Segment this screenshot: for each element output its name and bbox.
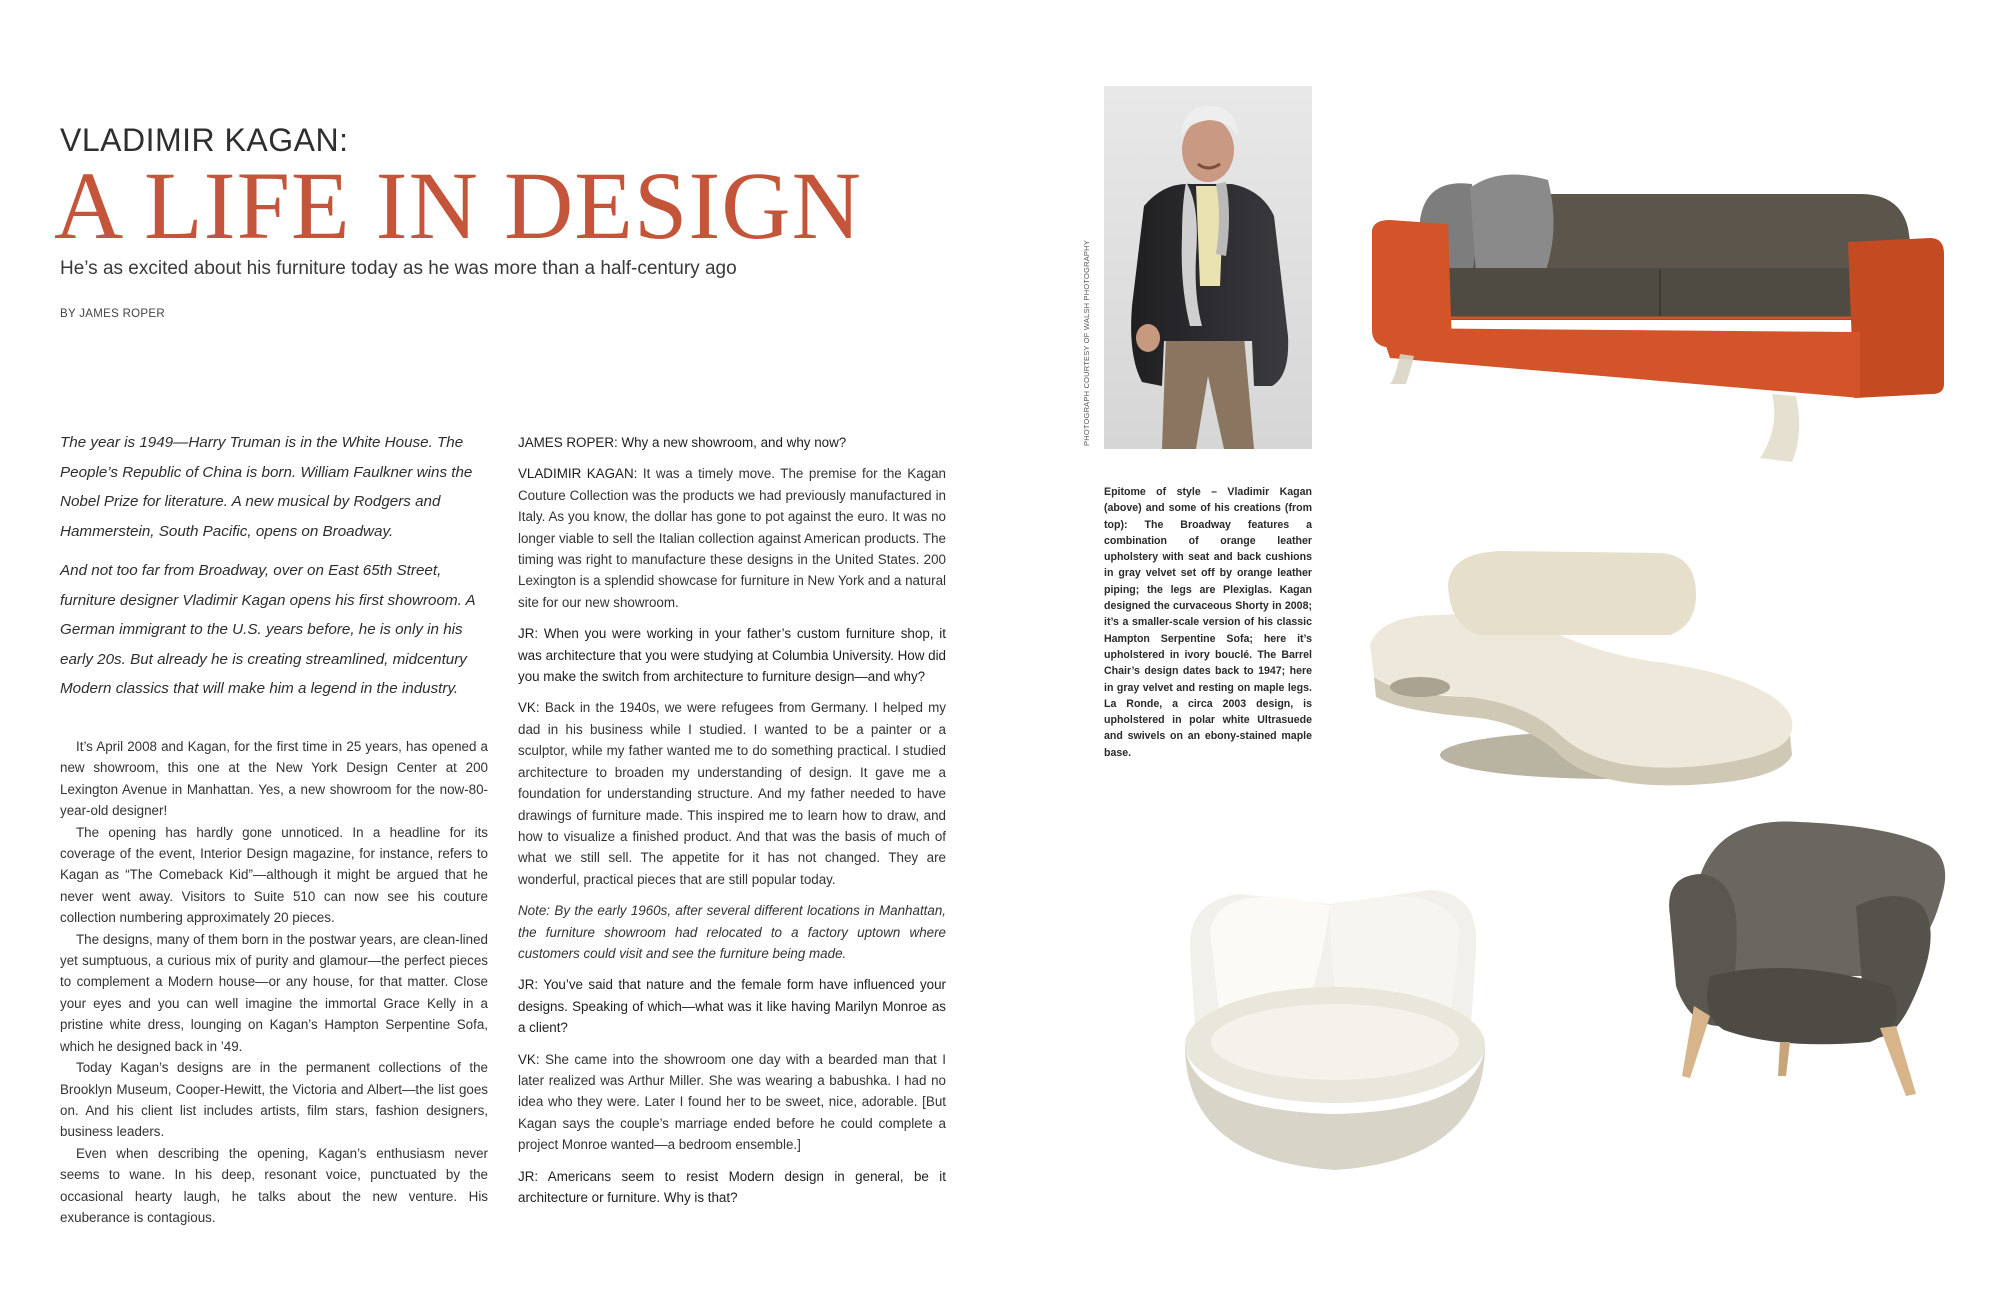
intro-paragraph: And not too far from Broadway, over on East 65th Street, furniture designer Vladimir Kagan opens his first showroom. A German immigrant to the U.S. years before, he is only in his early 20s. But already he is creating streamlined, midcentury Modern classics that will make him a legend in the industry. [60, 562, 476, 697]
article-title: A LIFE IN DESIGN [54, 152, 862, 259]
la-ronde-chair [1180, 870, 1490, 1190]
body-paragraph: Even when describing the opening, Kagan’s enthusiasm never seems to wane. In his deep, resonant voice, punctuated by the occasional hearty laugh, he talks about the new venture. His exuberance is contagious. [60, 1145, 488, 1225]
shorty-sofa [1360, 545, 1810, 795]
interview-question: JR: You’ve said that nature and the female form have influenced your designs. Speaking of which—what was it like having Marilyn Monroe as a client? [518, 977, 946, 1036]
portrait-figure [1104, 86, 1312, 449]
body-column-1 [60, 736, 488, 1228]
broadway-sofa [1360, 158, 1950, 478]
editor-note: Note: By the early 1960s, after several different locations in Manhattan, the furniture showroom had relocated to a factory uptown where customers could visit and see the furniture being made. [518, 903, 946, 961]
barrel-chair [1660, 806, 1960, 1106]
interview-question: JR: Americans seem to resist Modern design in general, be it architecture or furniture. Why is that? [518, 1168, 946, 1205]
body-paragraph: Today Kagan’s designs are in the permanent collections of the Brooklyn Museum, Cooper-Hewitt, the Victoria and Albert—the list goes on. And his client list includes artists, film stars, fashion designers, business leaders. [60, 1060, 488, 1140]
article-kicker: VLADIMIR KAGAN: [60, 122, 349, 158]
interview-answer: VK: Back in the 1940s, we were refugees from Germany. I helped my dad in his business while I studied. I wanted to be a painter or a sculptor, while my father wanted me to do something practical. I studied architecture to broaden my understanding of design. It gave me a foundation for understanding structure. And my father needed to have drawings of furniture made. This inspired me to learn how to draw, and how to visualize a finished product. And that was the basis of much of what we still sell. The appetite for it has not changed. They are wonderful, practical pieces that are still popular today. [518, 700, 946, 887]
photo-caption: Epitome of style – Vladimir Kagan (above) and some of his creations (from top): The Broadway features a combination of orange leather upholstery with seat and back cushions in gray velvet set off by orange leather piping; the legs are Plexiglas. Kagan designed the curvaceous Shorty in 2008; it’s a smaller-scale version of his classic Hampton Serpentine Sofa; here it’s upholstered in ivory bouclé. The Barrel Chair’s design dates back to 1947; here in gray velvet and resting on maple legs. La Ronde, a circa 2003 design, is upholstered in polar white Ultrasuede and swivels on an ebony-stained maple base. [1104, 486, 1312, 759]
interview-question: JAMES ROPER: Why a new showroom, and why now? [518, 435, 847, 450]
intro-paragraph: The year is 1949—Harry Truman is in the White House. The People’s Republic of China is born. William Faulkner wins the Nobel Prize for literature. A new musical by Rodgers and Hammerstein, South Pacific, opens on Broadway. [60, 434, 473, 540]
body-paragraph: It’s April 2008 and Kagan, for the first time in 25 years, has opened a new showroom, this one at the New York Design Center at 200 Lexington Avenue in Manhattan. Yes, a new showroom for the now-80-year-old designer! [60, 739, 488, 819]
body-paragraph: The opening has hardly gone unnoticed. In a headline for its coverage of the event, Interior Design magazine, for instance, refers to Kagan as “The Comeback Kid”—although it might be argued that he never went away. Visitors to Suite 510 can now see his couture collection numbering approximately 20 pieces. [60, 824, 488, 926]
body-paragraph: The designs, many of them born in the postwar years, are clean-lined yet sumptuous, a curious mix of purity and glamour—the perfect pieces to complement a Modern house—or any house, for that matter. Close your eyes and you can well imagine the immortal Grace Kelly in a pristine white dress, lounging on Kagan’s Hampton Serpentine Sofa, which he designed back in ’49. [60, 931, 488, 1054]
portrait-photo [1104, 86, 1312, 449]
article-deck: He’s as excited about his furniture today as he was more than a half-century ago [60, 258, 737, 279]
interview-answer: VK: She came into the showroom one day with a bearded man that I later realized was Arthur Miller. She was wearing a babushka. I had no idea who they were. Later I found her to be sweet, nice, adorable. [But Kagan says the couple’s marriage ended before he could complete a project Monroe wanted—a bedroom ensemble.] [518, 1051, 946, 1153]
body-column-2 [518, 432, 946, 1218]
interview-question: JR: When you were working in your father’s custom furniture shop, it was architecture that you were studying at Columbia University. How did you make the switch from architecture to furniture design—and why? [518, 626, 946, 685]
intro-text [60, 428, 488, 714]
photo-credit: PHOTOGRAPH COURTESY OF WALSH PHOTOGRAPHY [1082, 240, 1091, 446]
article-byline: BY JAMES ROPER [60, 308, 165, 320]
interview-answer: VLADIMIR KAGAN: It was a timely move. The premise for the Kagan Couture Collection was the products we had previously manufactured in Italy. As you know, the dollar has gone to pot against the euro. It was no longer viable to sell the Italian collection against American products. The timing was right to manufacture these designs in the United States. 200 Lexington is a splendid showcase for furniture in New York and a natural site for our new showroom. [518, 466, 947, 610]
